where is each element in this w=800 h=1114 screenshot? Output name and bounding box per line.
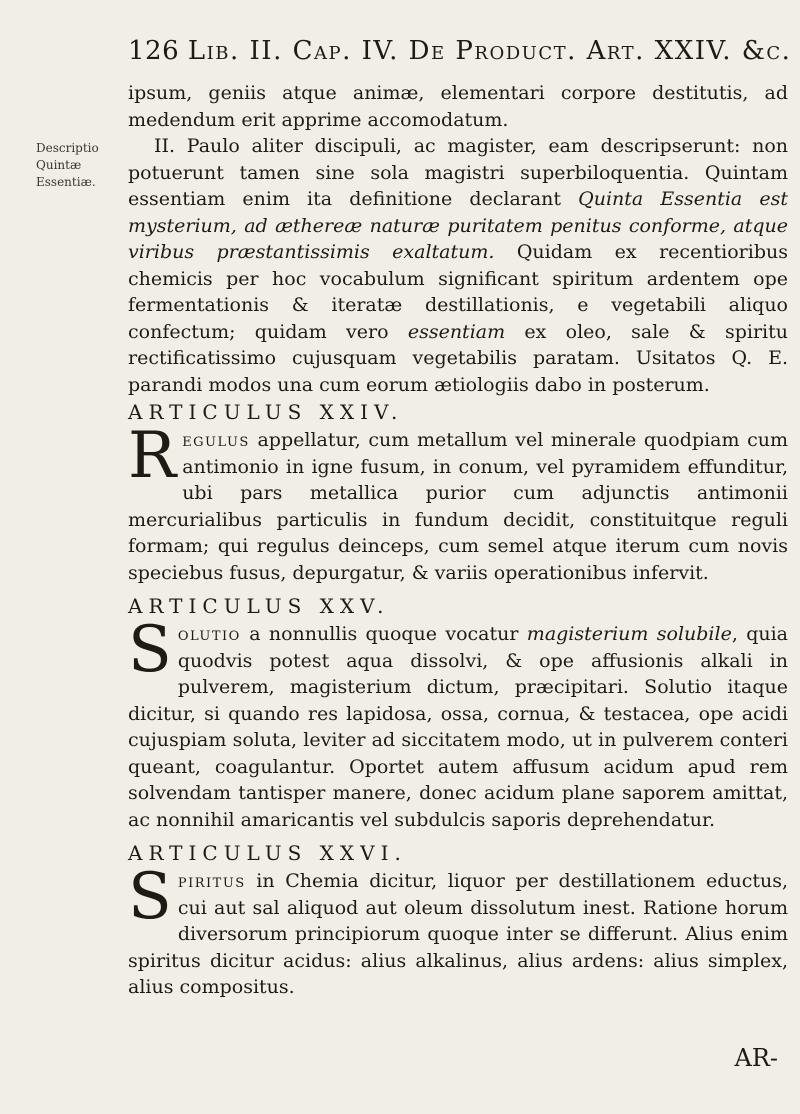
- margin-note: Descriptio Quintæ Essentiæ.: [36, 141, 99, 189]
- paragraph: Solutio a nonnullis quoque vocatur magisterium solubile, quia quodvis potest aqua dissolvi, & ope affusionis alkali in pulverem, magisterium dictum, præcipitari. Solutio itaque dicitur, si quando res lapidosa, ossa, cornua, & testacea, ope acidi cujuspiam soluta, leviter ad siccitatem modo, ut in pulverem conteri queant, coagulantur. Oportet autem affusum acidum apud rem solvendam tantisper manere, donec acidum plane saporem amittat, ac nonnihil amaricantis vel subdulcis saporis deprehendatur.: [128, 613, 789, 831]
- article-heading: ARTICULUS XXVI.: [128, 841, 407, 865]
- article-heading: ARTICULUS XXIV.: [128, 400, 404, 424]
- drop-cap: S: [128, 613, 172, 687]
- catchword: AR-: [734, 1044, 778, 1072]
- paragraph: Regulus appellatur, cum metallum vel minerale quodpiam cum antimonio in igne fusum, in conum, vel pyramidem effunditur, ubi pars metallica purior cum adjunctis antimonii mercurialibus particulis in fundum decidit, constituitque reguli formam; qui regulus deinceps, cum semel atque iterum cum novis speciebus fusus, depurgatur, & variis operationibus infervit.: [128, 419, 788, 584]
- page-number: 126: [128, 36, 180, 66]
- drop-cap: R: [128, 419, 177, 493]
- paragraph: ipsum, geniis atque animæ, elementari corpore destitutis, ad medendum erit apprime accomodatum.: [128, 82, 788, 131]
- body-text: [128, 80, 788, 1001]
- drop-cap: S: [128, 860, 172, 934]
- running-header: [128, 36, 792, 66]
- italic-definition: Quinta Essentia est mysterium, ad æthereæ naturæ puritatem penitus conforme, atque viribus præstantissimis exaltatum.: [128, 188, 788, 263]
- paragraph: Spiritus in Chemia dicitur, liquor per destillationem eductus, cui aut sal aliquod aut oleum dissolutum inest. Ratione horum diversorum principiorum quoque inter se differunt. Alius enim spiritus dicitur acidus: alius alkalinus, alius ardens: alius simplex, alius compositus.: [128, 860, 788, 998]
- article-heading: ARTICULUS XXV.: [128, 594, 390, 618]
- running-title: Lib. II. Cap. IV. De Product. Art. XXIV. &c.: [187, 36, 792, 66]
- paragraph: II. Paulo aliter discipuli, ac magister, eam descripserunt: non potuerunt tamen sine sola magistri superbiloquentia. Quintam essentiam enim ita definitione declarant Quinta Essentia est mysterium, ad æthereæ naturæ puritatem penitus conforme, atque viribus præstantissimis exaltatum. Quidam ex recentioribus chemicis per hoc vocabulum significant spiritum ardentem ope fermentationis & iteratæ destillationis, e vegetabili aliquo confectum; quidam vero essentiam ex oleo, sale & spiritu rectificatissimo cujusquam vegetabilis paratam. Usitatos Q. E. parandi modos una cum eorum ætiologiis dabo in posterum.: [128, 135, 789, 396]
